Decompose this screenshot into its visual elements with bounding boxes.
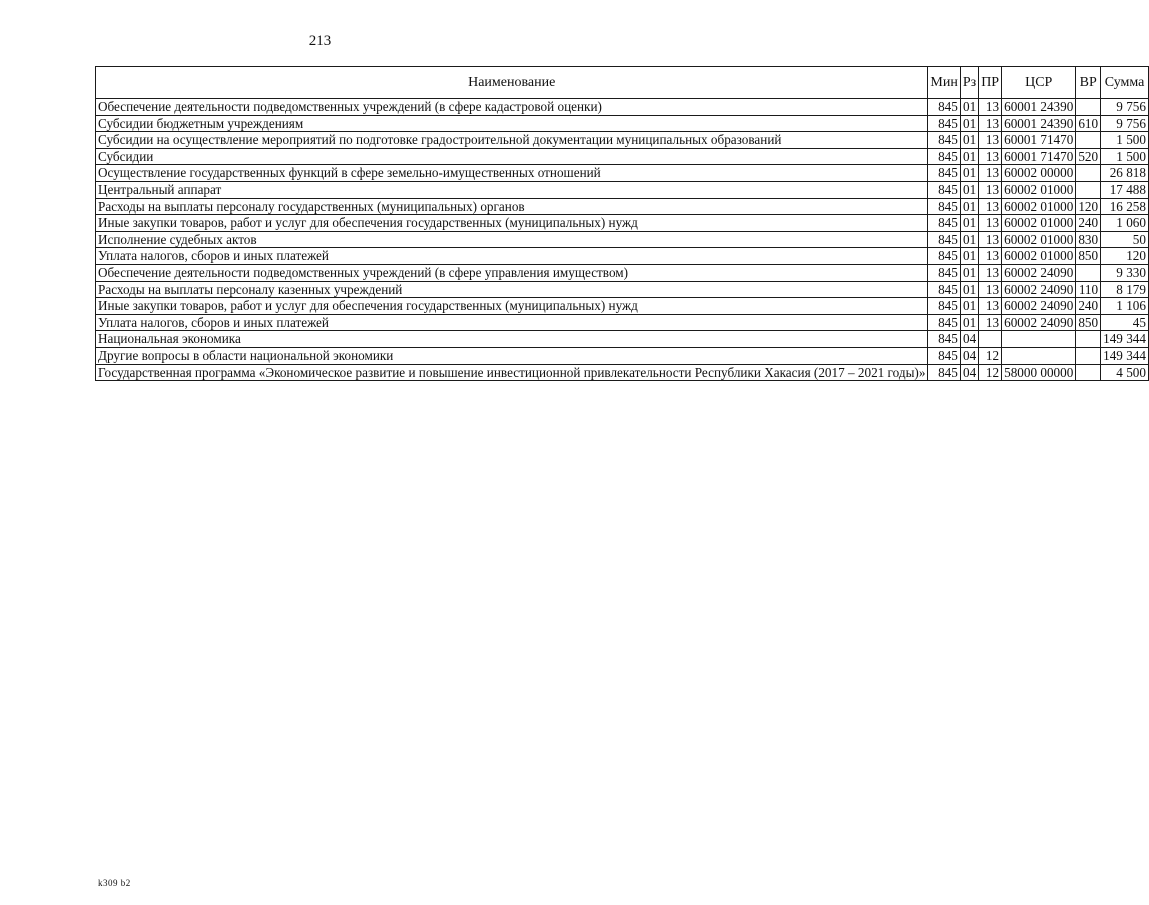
- page-number: 213: [308, 33, 332, 49]
- cell-vr: 850: [1076, 248, 1101, 265]
- cell-csr: 60002 24090: [1002, 281, 1076, 298]
- cell-min: 845: [928, 99, 960, 116]
- cell-min: 845: [928, 148, 960, 165]
- cell-name: Исполнение судебных актов: [96, 231, 928, 248]
- cell-pr: 13: [979, 314, 1002, 331]
- cell-sum: 1 500: [1101, 132, 1149, 149]
- cell-rz: 01: [960, 99, 978, 116]
- cell-csr: 60002 01000: [1002, 231, 1076, 248]
- cell-rz: 01: [960, 198, 978, 215]
- cell-name: Расходы на выплаты персоналу государственных (муниципальных) органов: [96, 198, 928, 215]
- cell-vr: 110: [1076, 281, 1101, 298]
- table-row: [96, 298, 1149, 315]
- cell-min: 845: [928, 115, 960, 132]
- cell-csr: 60001 71470: [1002, 132, 1076, 149]
- cell-rz: 04: [960, 347, 978, 364]
- cell-pr: [979, 331, 1002, 348]
- cell-csr: 60002 01000: [1002, 181, 1076, 198]
- table-row: [96, 181, 1149, 198]
- cell-pr: 13: [979, 165, 1002, 182]
- cell-min: 845: [928, 231, 960, 248]
- cell-min: 845: [928, 132, 960, 149]
- cell-vr: 240: [1076, 298, 1101, 315]
- table-row: [96, 99, 1149, 116]
- cell-csr: [1002, 347, 1076, 364]
- cell-vr: [1076, 331, 1101, 348]
- cell-min: 845: [928, 264, 960, 281]
- cell-csr: [1002, 331, 1076, 348]
- cell-rz: 01: [960, 231, 978, 248]
- cell-csr: 60001 71470: [1002, 148, 1076, 165]
- cell-vr: [1076, 264, 1101, 281]
- cell-csr: 60002 24090: [1002, 264, 1076, 281]
- cell-sum: 4 500: [1101, 364, 1149, 381]
- cell-min: 845: [928, 198, 960, 215]
- cell-vr: 120: [1076, 198, 1101, 215]
- cell-name: Другие вопросы в области национальной экономики: [96, 347, 928, 364]
- cell-min: 845: [928, 181, 960, 198]
- cell-name: Уплата налогов, сборов и иных платежей: [96, 248, 928, 265]
- cell-rz: 01: [960, 264, 978, 281]
- table-row: [96, 248, 1149, 265]
- cell-min: 845: [928, 281, 960, 298]
- cell-csr: 60002 00000: [1002, 165, 1076, 182]
- cell-name: Субсидии на осуществление мероприятий по подготовке градостроительной документации муниципальных образований: [96, 132, 928, 149]
- cell-vr: [1076, 181, 1101, 198]
- footer-code: k309 b2: [98, 878, 131, 888]
- cell-pr: 13: [979, 99, 1002, 116]
- header-vr: ВР: [1076, 67, 1101, 99]
- cell-pr: 13: [979, 148, 1002, 165]
- table-body: [96, 99, 1149, 381]
- cell-sum: 1 060: [1101, 215, 1149, 232]
- cell-pr: 13: [979, 198, 1002, 215]
- cell-vr: 610: [1076, 115, 1101, 132]
- cell-vr: [1076, 347, 1101, 364]
- cell-name: Центральный аппарат: [96, 181, 928, 198]
- cell-pr: 13: [979, 231, 1002, 248]
- cell-sum: 9 756: [1101, 115, 1149, 132]
- cell-pr: 13: [979, 115, 1002, 132]
- cell-csr: 60002 24090: [1002, 298, 1076, 315]
- cell-name: Осуществление государственных функций в сфере земельно-имущественных отношений: [96, 165, 928, 182]
- cell-vr: [1076, 165, 1101, 182]
- cell-vr: [1076, 364, 1101, 381]
- cell-min: 845: [928, 165, 960, 182]
- cell-name: Национальная экономика: [96, 331, 928, 348]
- cell-sum: 8 179: [1101, 281, 1149, 298]
- cell-vr: 850: [1076, 314, 1101, 331]
- header-name: Наименование: [96, 67, 928, 99]
- budget-table: [95, 66, 1149, 381]
- table-row: [96, 215, 1149, 232]
- cell-sum: 1 106: [1101, 298, 1149, 315]
- table-row: [96, 314, 1149, 331]
- cell-min: 845: [928, 298, 960, 315]
- cell-pr: 13: [979, 264, 1002, 281]
- cell-min: 845: [928, 314, 960, 331]
- cell-name: Иные закупки товаров, работ и услуг для обеспечения государственных (муниципальных) нужд: [96, 298, 928, 315]
- cell-rz: 01: [960, 181, 978, 198]
- cell-sum: 120: [1101, 248, 1149, 265]
- cell-name: Расходы на выплаты персоналу казенных учреждений: [96, 281, 928, 298]
- table-row: [96, 115, 1149, 132]
- cell-sum: 149 344: [1101, 347, 1149, 364]
- cell-sum: 16 258: [1101, 198, 1149, 215]
- header-pr: ПР: [979, 67, 1002, 99]
- cell-csr: 60001 24390: [1002, 99, 1076, 116]
- cell-rz: 01: [960, 298, 978, 315]
- cell-vr: 830: [1076, 231, 1101, 248]
- cell-sum: 45: [1101, 314, 1149, 331]
- cell-min: 845: [928, 248, 960, 265]
- cell-pr: 12: [979, 347, 1002, 364]
- table-row: [96, 364, 1149, 381]
- cell-sum: 9 756: [1101, 99, 1149, 116]
- cell-sum: 26 818: [1101, 165, 1149, 182]
- table-row: [96, 132, 1149, 149]
- table-row: [96, 281, 1149, 298]
- cell-sum: 17 488: [1101, 181, 1149, 198]
- cell-pr: 13: [979, 132, 1002, 149]
- table-row: [96, 264, 1149, 281]
- table-row: [96, 347, 1149, 364]
- cell-name: Обеспечение деятельности подведомственных учреждений (в сфере управления имуществом): [96, 264, 928, 281]
- cell-min: 845: [928, 364, 960, 381]
- cell-pr: 13: [979, 248, 1002, 265]
- header-rz: Рз: [960, 67, 978, 99]
- cell-name: Субсидии бюджетным учреждениям: [96, 115, 928, 132]
- cell-min: 845: [928, 347, 960, 364]
- cell-pr: 12: [979, 364, 1002, 381]
- cell-rz: 01: [960, 215, 978, 232]
- cell-csr: 60002 01000: [1002, 248, 1076, 265]
- cell-vr: 520: [1076, 148, 1101, 165]
- cell-rz: 01: [960, 165, 978, 182]
- cell-pr: 13: [979, 281, 1002, 298]
- cell-pr: 13: [979, 298, 1002, 315]
- cell-rz: 04: [960, 331, 978, 348]
- cell-csr: 60002 01000: [1002, 215, 1076, 232]
- cell-min: 845: [928, 331, 960, 348]
- table-row: [96, 231, 1149, 248]
- cell-name: Иные закупки товаров, работ и услуг для обеспечения государственных (муниципальных) нужд: [96, 215, 928, 232]
- cell-sum: 9 330: [1101, 264, 1149, 281]
- table-row: [96, 165, 1149, 182]
- cell-vr: [1076, 132, 1101, 149]
- cell-csr: 58000 00000: [1002, 364, 1076, 381]
- cell-vr: 240: [1076, 215, 1101, 232]
- cell-rz: 01: [960, 148, 978, 165]
- header-min: Мин: [928, 67, 960, 99]
- cell-sum: 1 500: [1101, 148, 1149, 165]
- table-row: [96, 148, 1149, 165]
- cell-csr: 60002 24090: [1002, 314, 1076, 331]
- header-csr: ЦСР: [1002, 67, 1076, 99]
- cell-rz: 04: [960, 364, 978, 381]
- cell-sum: 50: [1101, 231, 1149, 248]
- table-row: [96, 331, 1149, 348]
- cell-rz: 01: [960, 115, 978, 132]
- cell-name: Субсидии: [96, 148, 928, 165]
- cell-rz: 01: [960, 281, 978, 298]
- cell-pr: 13: [979, 215, 1002, 232]
- cell-vr: [1076, 99, 1101, 116]
- cell-name: Государственная программа «Экономическое развитие и повышение инвестиционной привлекательности Республики Хакасия (2017 – 2021 годы)»: [96, 364, 928, 381]
- cell-rz: 01: [960, 248, 978, 265]
- header-sum: Сумма: [1101, 67, 1149, 99]
- cell-sum: 149 344: [1101, 331, 1149, 348]
- cell-pr: 13: [979, 181, 1002, 198]
- cell-rz: 01: [960, 132, 978, 149]
- cell-csr: 60002 01000: [1002, 198, 1076, 215]
- cell-csr: 60001 24390: [1002, 115, 1076, 132]
- table-header-row: [96, 67, 1149, 99]
- cell-rz: 01: [960, 314, 978, 331]
- cell-name: Обеспечение деятельности подведомственных учреждений (в сфере кадастровой оценки): [96, 99, 928, 116]
- cell-min: 845: [928, 215, 960, 232]
- table-row: [96, 198, 1149, 215]
- cell-name: Уплата налогов, сборов и иных платежей: [96, 314, 928, 331]
